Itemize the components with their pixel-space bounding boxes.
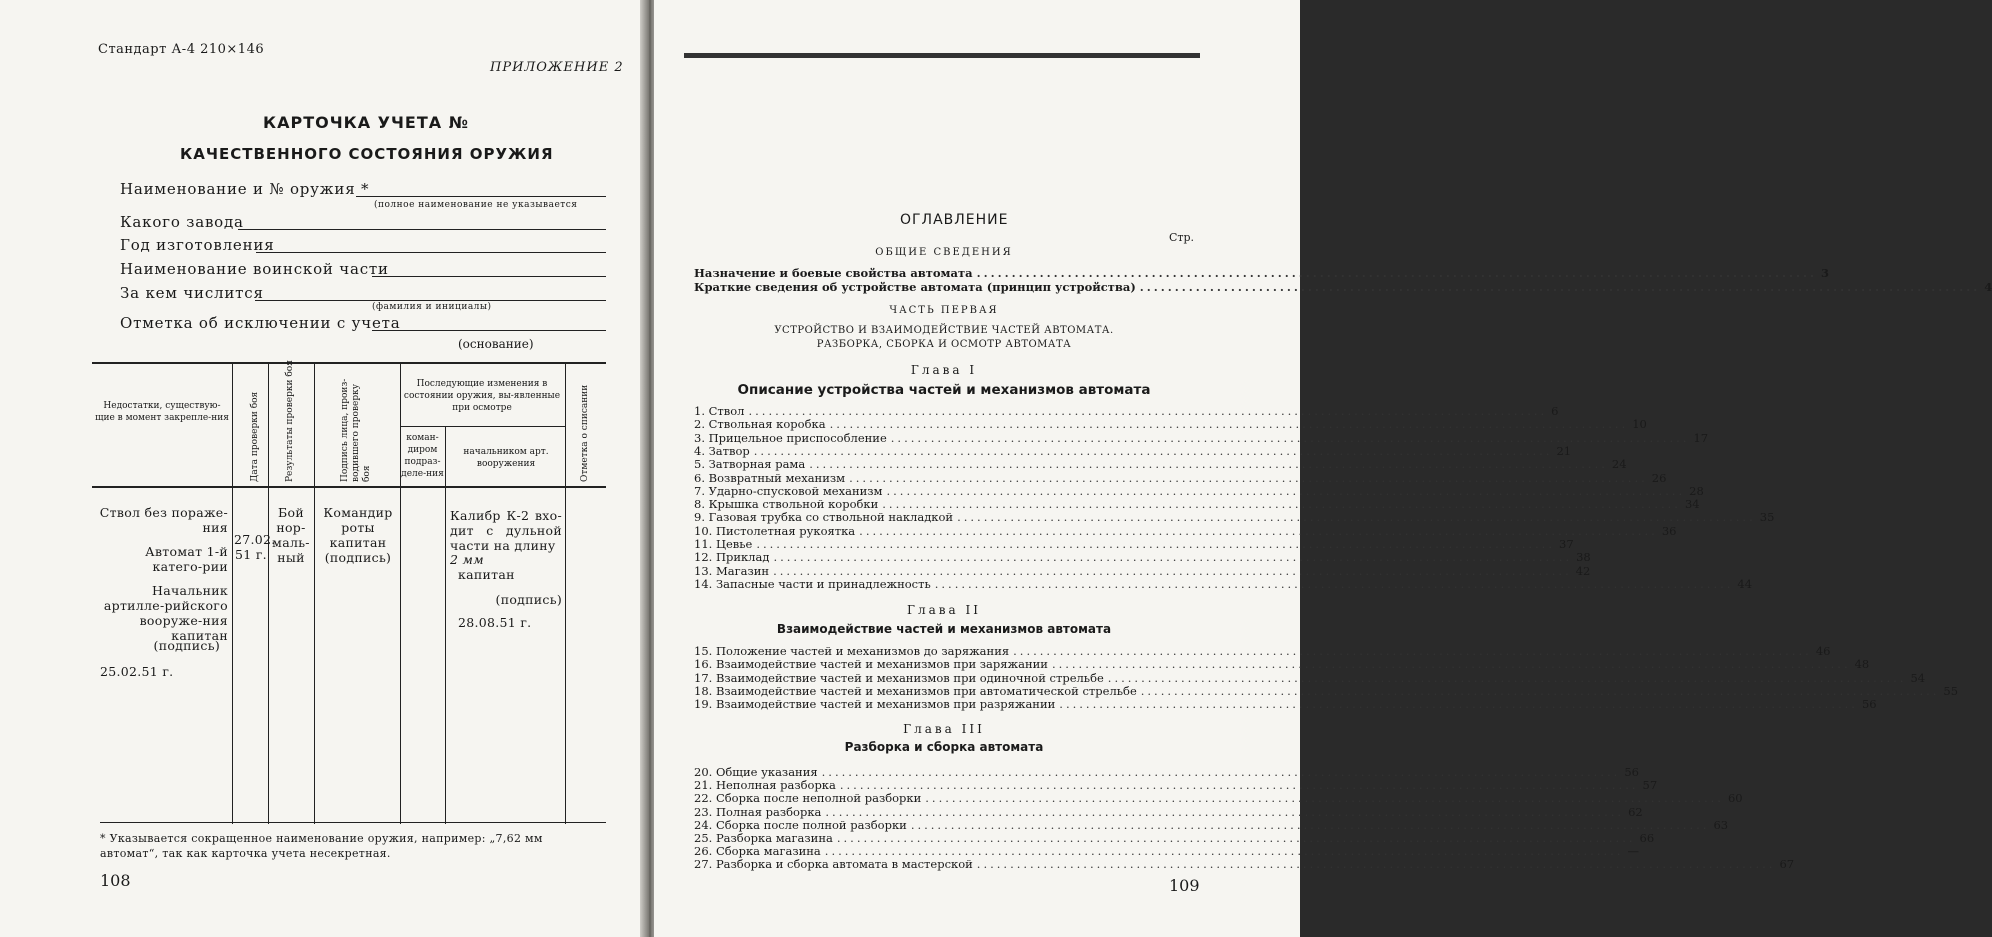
toc-entry: [694, 266, 1830, 280]
toc-entry-page: 46: [1815, 644, 1831, 658]
toc-leader-dots: ........................................................................................................................: [910, 817, 1710, 832]
exclusion-field-line: [372, 330, 606, 331]
toc-entry: [694, 430, 1709, 445]
toc-entry: [694, 443, 1572, 458]
toc-entry-label: 6. Возвратный механизм: [694, 470, 846, 485]
toc-entry-page: 4: [1984, 280, 1992, 294]
toc-entry-label: 27. Разборка и сборка автомата в мастерской: [694, 857, 973, 872]
chapter-3-title: Разборка и сборка автомата: [844, 740, 1044, 754]
exclusion-field-hint: (основание): [458, 337, 534, 351]
toc-entry-page: 44: [1737, 576, 1753, 591]
header-check-results: Результаты проверки боя: [285, 360, 295, 482]
defect-signature: (подпись): [153, 638, 220, 653]
toc-entry-page: 56: [1624, 765, 1639, 779]
table-col-divider: [232, 364, 233, 824]
toc-leader-dots: ........................................................................................................................: [1139, 280, 1981, 294]
toc-entry-page: 34: [1684, 497, 1700, 512]
part-one-title-2: РАЗБОРКА, СБОРКА И ОСМОТР АВТОМАТА: [816, 339, 1072, 350]
toc-entry-page: 24: [1611, 457, 1627, 472]
toc-entry-page: 62: [1628, 804, 1643, 819]
toc-entry-label: 11. Цевье: [694, 537, 753, 551]
general-heading: ОБЩИЕ СВЕДЕНИЯ: [875, 247, 1013, 258]
toc-entry: [694, 697, 1877, 712]
page-number-left: 108: [100, 871, 131, 890]
footnote: * Указывается сокращенное наименование оружия, например: „7,62 мм автомат“, так как карточка учета несекретная.: [100, 832, 543, 860]
chapter-2-title: Взаимодействие частей и механизмов автомата: [776, 622, 1112, 636]
part-one-title-1: УСТРОЙСТВО И ВЗАИМОДЕЙСТВИЕ ЧАСТЕЙ АВТОМАТА.: [774, 325, 1114, 336]
defect-chief: Начальник артилле-рийского вооруже-ния капитан: [103, 583, 228, 643]
paper-standard: Стандарт А-4 210×146: [98, 42, 265, 57]
toc-entry-page: —: [1627, 844, 1639, 859]
toc-entry: [694, 483, 1704, 498]
table-subheader-divider: [400, 426, 565, 427]
toc-entry-label: Краткие сведения об устройстве автомата (принцип устройства): [694, 280, 1136, 294]
toc-entry-page: 6: [1551, 404, 1559, 418]
part-one-heading: ЧАСТЬ ПЕРВАЯ: [889, 305, 999, 316]
toc-entry: [694, 404, 1559, 418]
toc-leader-dots: ........................................................................................................................: [890, 430, 1690, 445]
header-rule: [684, 53, 1200, 58]
toc-leader-dots: ........................................................................................................................: [809, 457, 1608, 472]
appendix-label: ПРИЛОЖЕНИЕ 2: [490, 60, 624, 75]
toc-leader-dots: ........................................................................................................................: [1107, 670, 1907, 685]
toc-entry: [694, 683, 1959, 698]
toc-entry-page: 57: [1642, 778, 1658, 793]
toc-entry-label: 22. Сборка после неполной разборки: [694, 791, 922, 806]
toc-entry-label: 4. Затвор: [694, 443, 750, 458]
toc-entry: [694, 563, 1591, 578]
toc-leader-dots: ........................................................................................................................: [836, 831, 1636, 845]
toc-entry: [694, 470, 1667, 485]
footnote-divider: [100, 822, 606, 823]
toc-entry: [694, 778, 1658, 793]
weapon-field-hint: (полное наименование не указывается: [374, 200, 578, 210]
toc-entry-page: 17: [1693, 430, 1709, 445]
year-field-label: Год изготовления: [120, 236, 275, 254]
toc-entry-page: 48: [1854, 657, 1870, 672]
toc-leader-dots: ........................................................................................................................: [821, 765, 1621, 779]
toc-entry: [694, 657, 1870, 672]
toc-leader-dots: ........................................................................................................................: [1140, 683, 1940, 698]
toc-entry-page: 56: [1861, 697, 1877, 712]
toc-entry-page: 21: [1556, 443, 1572, 458]
toc-entry-label: 21. Неполная разборка: [694, 778, 836, 793]
toc-entry: [694, 670, 1926, 685]
chief-note-date: 28.08.51 г.: [458, 615, 532, 630]
card-subtitle: КАЧЕСТВЕННОГО СОСТОЯНИЯ ОРУЖИЯ: [180, 145, 554, 163]
toc-entry: [694, 817, 1729, 832]
toc-leader-dots: ........................................................................................................................: [773, 563, 1572, 578]
toc-entry-label: 12. Приклад: [694, 550, 770, 565]
toc-entry: [694, 576, 1753, 591]
toc-entry-label: 20. Общие указания: [694, 765, 818, 779]
page-number-right: 109: [1169, 876, 1200, 895]
toc-leader-dots: ........................................................................................................................: [748, 404, 1548, 418]
toc-leader-dots: ........................................................................................................................: [1013, 644, 1812, 658]
toc-entry-label: 9. Газовая трубка со ствольной накладкой: [694, 510, 954, 525]
toc-entry-page: 38: [1576, 550, 1591, 565]
toc-entry-page: 37: [1559, 537, 1574, 551]
defect-date: 25.02.51 г.: [100, 664, 174, 679]
holder-field-line: [255, 300, 606, 301]
weapon-field-label: Наименование и № оружия *: [120, 180, 370, 198]
toc-entry-label: 19. Взаимодействие частей и механизмов при разряжании: [694, 697, 1056, 712]
toc-title: ОГЛАВЛЕНИЕ: [900, 212, 1009, 228]
table-col-divider: [314, 364, 315, 824]
toc-entry-label: 24. Сборка после полной разборки: [694, 817, 907, 832]
toc-entry-page: 35: [1759, 510, 1775, 525]
toc-leader-dots: ........................................................................................................................: [756, 537, 1555, 551]
header-check-date: Дата проверки боя: [250, 391, 260, 482]
chapter-3-heading: Глава III: [903, 722, 985, 736]
plant-field-label: Какого завода: [120, 213, 244, 231]
header-signature: Подпись лица, произ-водившего проверку боя: [340, 378, 372, 482]
toc-entry-page: 36: [1661, 523, 1677, 538]
toc-entry-page: 55: [1943, 683, 1959, 698]
table-col-divider: [565, 364, 566, 824]
toc-entry-label: 7. Ударно-спусковой механизм: [694, 483, 883, 498]
toc-leader-dots: ........................................................................................................................: [886, 483, 1686, 498]
header-changes: Последующие изменения в состоянии оружия, вы-явленные при осмотре: [403, 379, 561, 413]
toc-entry-label: 1. Ствол: [694, 404, 745, 418]
toc-leader-dots: ........................................................................................................................: [839, 778, 1639, 793]
table-header-bottom: [92, 486, 606, 488]
toc-leader-dots: ........................................................................................................................: [1051, 657, 1851, 672]
toc-entry-label: Назначение и боевые свойства автомата: [694, 266, 973, 280]
chief-note: Калибр К-2 вхо-дит с дульной части на длину: [450, 508, 562, 553]
toc-leader-dots: ........................................................................................................................: [976, 857, 1776, 872]
toc-leader-dots: ........................................................................................................................: [829, 417, 1629, 432]
plant-field-line: [238, 229, 606, 230]
toc-entry-page: 63: [1713, 817, 1729, 832]
toc-entry: [694, 510, 1775, 525]
toc-entry: [694, 644, 1831, 658]
toc-leader-dots: ........................................................................................................................: [925, 791, 1724, 806]
toc-entry-label: 3. Прицельное приспособление: [694, 430, 887, 445]
chief-note-length: 2 мм: [450, 552, 484, 567]
toc-entry: [694, 550, 1591, 565]
defect-barrel: Ствол без пораже-ния: [99, 505, 228, 535]
toc-leader-dots: ........................................................................................................................: [957, 510, 1756, 525]
toc-entry-label: 26. Сборка магазина: [694, 844, 821, 859]
toc-entry: [694, 804, 1643, 819]
toc-entry: [694, 765, 1639, 779]
chapter-2-heading: Глава II: [907, 603, 981, 617]
toc-entry-label: 25. Разборка магазина: [694, 831, 833, 845]
toc-entry: [694, 791, 1743, 806]
chapter-1-heading: Глава I: [910, 363, 978, 377]
toc-entry: [694, 831, 1655, 845]
card-title: КАРТОЧКА УЧЕТА №: [263, 113, 469, 132]
header-by-commander: коман-диром подраз-деле-ния: [401, 433, 444, 479]
right-page: [654, 0, 1992, 937]
toc-entry-page: 66: [1639, 831, 1655, 845]
toc-entry-page: 10: [1632, 417, 1647, 432]
toc-entry: [694, 280, 1992, 294]
toc-entry-page: 67: [1779, 857, 1795, 872]
toc-entry-label: 8. Крышка ствольной коробки: [694, 497, 879, 512]
toc-entry-page: 26: [1651, 470, 1667, 485]
toc-leader-dots: ........................................................................................................................: [976, 266, 1818, 280]
toc-leader-dots: ........................................................................................................................: [859, 523, 1658, 538]
toc-entry-page: 3: [1821, 266, 1830, 280]
holder-field-label: За кем числится: [120, 284, 264, 302]
table-col-divider: [268, 364, 269, 824]
toc-entry-label: 14. Запасные части и принадлежность: [694, 576, 931, 591]
toc-entry-page: 28: [1689, 483, 1704, 498]
toc-entry-label: 15. Положение частей и механизмов до заряжания: [694, 644, 1010, 658]
toc-entry-page: 54: [1910, 670, 1926, 685]
header-defects: Недостатки, существую-щие в момент закрепле-ния: [95, 401, 229, 423]
toc-entry-label: 18. Взаимодействие частей и механизмов при автоматической стрельбе: [694, 683, 1137, 698]
check-date-value: 27.02. 51 г.: [234, 532, 276, 562]
toc-leader-dots: ........................................................................................................................: [849, 470, 1648, 485]
toc-leader-dots: ........................................................................................................................: [753, 443, 1553, 458]
toc-entry-label: 16. Взаимодействие частей и механизмов при заряжании: [694, 657, 1048, 672]
signature-value: Командир роты капитан (подпись): [323, 505, 393, 565]
toc-entry: [694, 844, 1639, 859]
toc-entry: [694, 857, 1795, 872]
toc-entry: [694, 523, 1677, 538]
toc-entry-page: 42: [1575, 563, 1591, 578]
toc-entry-label: 5. Затворная рама: [694, 457, 806, 472]
header-by-chief: начальником арт. вооружения: [463, 447, 549, 469]
weapon-field-line: [356, 196, 606, 197]
header-removal: Отметка о списании: [580, 384, 590, 482]
unit-field-line: [372, 276, 606, 277]
check-result-value: Бой нор-маль-ный: [272, 505, 310, 565]
toc-leader-dots: ........................................................................................................................: [825, 804, 1625, 819]
toc-entry: [694, 497, 1700, 512]
weapon-record-table: [92, 362, 606, 824]
toc-leader-dots: ........................................................................................................................: [1059, 697, 1858, 712]
unit-field-label: Наименование воинской части: [120, 260, 389, 278]
chief-note-rank: капитан: [458, 567, 515, 582]
left-page: [0, 0, 646, 937]
toc-entry-label: 13. Магазин: [694, 563, 770, 578]
toc-leader-dots: ........................................................................................................................: [934, 576, 1734, 591]
toc-leader-dots: ........................................................................................................................: [882, 497, 1681, 512]
page-column-label: Стр.: [1169, 231, 1195, 244]
toc-entry: [694, 537, 1574, 551]
holder-field-hint: (фамилия и инициалы): [372, 302, 492, 312]
toc-entry-label: 17. Взаимодействие частей и механизмов при одиночной стрельбе: [694, 670, 1104, 685]
chapter-1-title: Описание устройства частей и механизмов автомата: [737, 382, 1151, 398]
chief-note-signature: (подпись): [495, 592, 562, 607]
toc-entry: [694, 457, 1627, 472]
toc-leader-dots: ........................................................................................................................: [773, 550, 1573, 565]
toc-entry-label: 10. Пистолетная рукоятка: [694, 523, 856, 538]
toc-entry-label: 2. Ствольная коробка: [694, 417, 826, 432]
defect-category: Автомат 1-й катего-рии: [145, 544, 228, 574]
year-field-line: [256, 252, 606, 253]
toc-leader-dots: ........................................................................................................................: [824, 844, 1624, 859]
exclusion-field-label: Отметка об исключении с учета: [120, 314, 401, 332]
toc-entry-page: 60: [1727, 791, 1743, 806]
toc-entry: [694, 417, 1647, 432]
toc-entry-label: 23. Полная разборка: [694, 804, 822, 819]
